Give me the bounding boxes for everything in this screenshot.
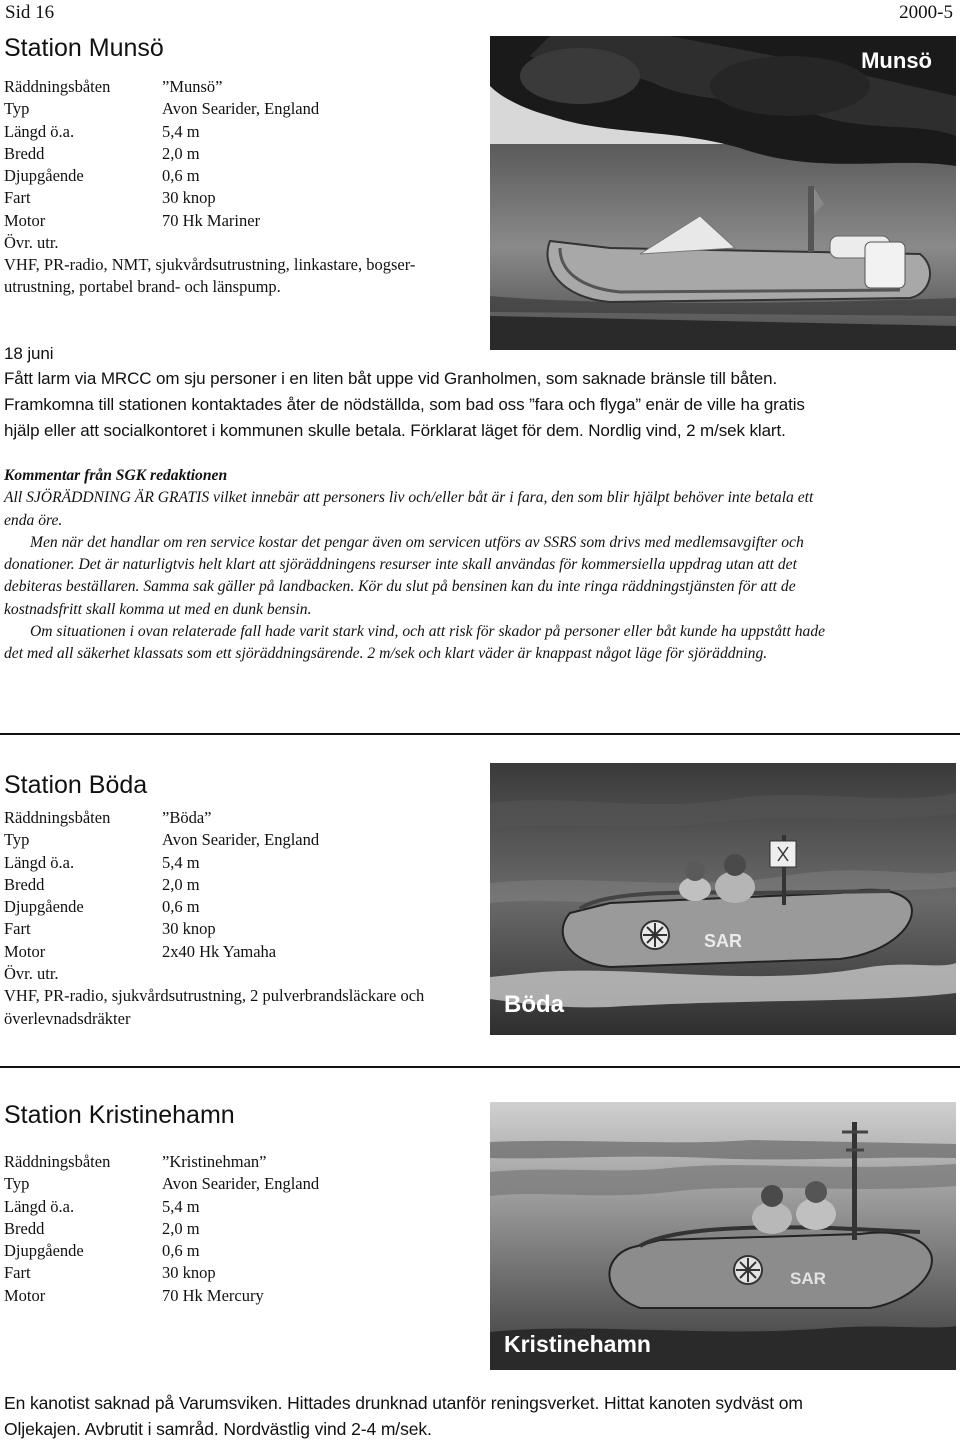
spec-value: 70 Hk Mercury: [162, 1285, 264, 1305]
spec-label: Längd ö.a.: [4, 1196, 75, 1216]
spec-label: Djupgående: [4, 1241, 84, 1261]
issue-number: 2000-5: [899, 2, 953, 23]
kristinehamn-hull-lettering: SAR: [790, 1269, 826, 1288]
munso-report-line1: Fått larm via MRCC om sju personer i en liten båt uppe vid Granholmen, som saknade bränsle till båten.: [4, 369, 778, 388]
spec-value: 2,0 m: [162, 1218, 200, 1238]
munso-equipment-line2: utrustning, portabel brand- och länspump.: [4, 277, 281, 296]
spec-label: Motor: [4, 941, 46, 961]
kristinehamn-specs: [4, 1151, 319, 1307]
spec-value: Avon Searider, England: [162, 99, 320, 119]
spec-label: Bredd: [4, 874, 45, 894]
munso-ovr-label: Övr. utr.: [4, 233, 59, 252]
spec-label: Motor: [4, 210, 46, 230]
boda-ovr-label: Övr. utr.: [4, 964, 59, 983]
spec-label: Djupgående: [4, 166, 84, 186]
munso-boat-photo: [490, 36, 956, 350]
section-divider: [0, 733, 960, 735]
comment-line: All SJÖRÄDDNING ÄR GRATIS vilket innebär att personers liv och/eller båt är i fara, den som blir hjälpt behöver inte betala ett: [4, 489, 814, 507]
spec-label: Bredd: [4, 143, 45, 163]
munso-report-line3: hjälp eller att socialkontoret i kommunen skulle betala. Förklarat läget för dem. Nordlig vind, 2 m/sek klart.: [4, 421, 786, 440]
spec-value: 70 Hk Mariner: [162, 210, 261, 230]
station-kristinehamn-title: Station Kristinehamn: [4, 1101, 235, 1129]
spec-value: 0,6 m: [162, 897, 200, 917]
spec-value: 5,4 m: [162, 1196, 200, 1216]
spec-value: 30 knop: [162, 919, 216, 939]
spec-value: 2x40 Hk Yamaha: [162, 941, 277, 961]
spec-label: Motor: [4, 1285, 46, 1305]
spec-value: 0,6 m: [162, 1241, 200, 1261]
kristinehamn-report-line1: En kanotist saknad på Varumsviken. Hittades drunknad utanför reningsverket. Hittat kanoten sydväst om: [4, 1393, 803, 1413]
spec-value: ”Kristinehman”: [162, 1152, 267, 1171]
spec-label: Fart: [4, 919, 31, 939]
boda-specs: [4, 807, 319, 963]
spec-label: Räddningsbåten: [4, 808, 111, 827]
comment-line: enda öre.: [4, 511, 63, 529]
spec-label: Bredd: [4, 1218, 45, 1238]
boda-equipment-line2: överlevnadsdräkter: [4, 1009, 131, 1028]
spec-label: Typ: [4, 99, 30, 119]
station-munso-title: Station Munsö: [4, 34, 164, 62]
munso-report-line2: Framkomna till stationen kontaktades åter de nödställda, som bad oss ”fara och flyga” enär de ville ha gratis: [4, 395, 805, 414]
spec-label: Typ: [4, 830, 30, 850]
comment-line: det med all säkerhet klassats som ett sjöräddningsärende. 2 m/sek och klart väder är knappast något läge för sjöräddning.: [4, 645, 768, 663]
spec-label: Räddningsbåten: [4, 1152, 111, 1171]
spec-value: Avon Searider, England: [162, 1174, 320, 1194]
comment-line: Men när det handlar om ren service kostar det pengar även om servicen utförs av SSRS som drivs med medlemsavgifter och: [30, 533, 804, 551]
spec-value: 30 knop: [162, 1263, 216, 1283]
kristinehamn-boat-photo: [490, 1102, 956, 1370]
comment-line: kostnadsfritt skall komma ut med en dunk bensin.: [4, 600, 312, 618]
spec-label: Längd ö.a.: [4, 852, 75, 872]
kristinehamn-report-line2: Oljekajen. Avbrutit i samråd. Nordvästlig vind 2-4 m/sek.: [4, 1419, 432, 1439]
munso-photo-caption: Munsö: [861, 48, 932, 73]
spec-label: Typ: [4, 1174, 30, 1194]
comment-line: donationer. Det är naturligtvis helt klart att sjöräddningens resurser inte skall användas för kommersiella uppdrag utan att det: [4, 556, 797, 574]
spec-value: 30 knop: [162, 188, 216, 208]
munso-equipment-line1: VHF, PR-radio, NMT, sjukvårdsutrustning, linkastare, bogser-: [4, 255, 416, 274]
boda-boat-photo: [490, 763, 956, 1035]
spec-label: Fart: [4, 1263, 31, 1283]
spec-label: Djupgående: [4, 897, 84, 917]
munso-specs: [4, 76, 319, 232]
editorial-comment: [4, 465, 956, 666]
comment-line: debiteras beställaren. Samma sak gäller på landbacken. Kör du slut på bensinen kan du inte ringa räddningstjänsten för att de: [4, 578, 796, 596]
boda-equipment-line1: VHF, PR-radio, sjukvårdsutrustning, 2 pulverbrandsläckare och: [4, 986, 425, 1005]
spec-label: Fart: [4, 188, 31, 208]
munso-report-date: 18 juni: [4, 344, 54, 363]
spec-value: ”Munsö”: [162, 77, 223, 96]
spec-value: 5,4 m: [162, 852, 200, 872]
spec-value: 2,0 m: [162, 143, 200, 163]
kristinehamn-photo-caption: Kristinehamn: [504, 1331, 651, 1357]
spec-value: ”Böda”: [162, 808, 212, 827]
boda-photo-caption: Böda: [504, 991, 564, 1018]
comment-line: Om situationen i ovan relaterade fall hade varit stark vind, och att risk för skador på personer eller båt kunde ha uppstått hade: [30, 623, 826, 641]
station-boda-title: Station Böda: [4, 771, 148, 799]
spec-label: Längd ö.a.: [4, 121, 75, 141]
section-divider: [0, 1066, 960, 1068]
page-number: Sid 16: [5, 2, 55, 23]
spec-value: Avon Searider, England: [162, 830, 320, 850]
spec-value: 5,4 m: [162, 121, 200, 141]
spec-label: Räddningsbåten: [4, 77, 111, 96]
spec-value: 0,6 m: [162, 166, 200, 186]
comment-title: Kommentar från SGK redaktionen: [4, 467, 228, 484]
spec-value: 2,0 m: [162, 874, 200, 894]
boda-hull-lettering: SAR: [704, 931, 743, 951]
